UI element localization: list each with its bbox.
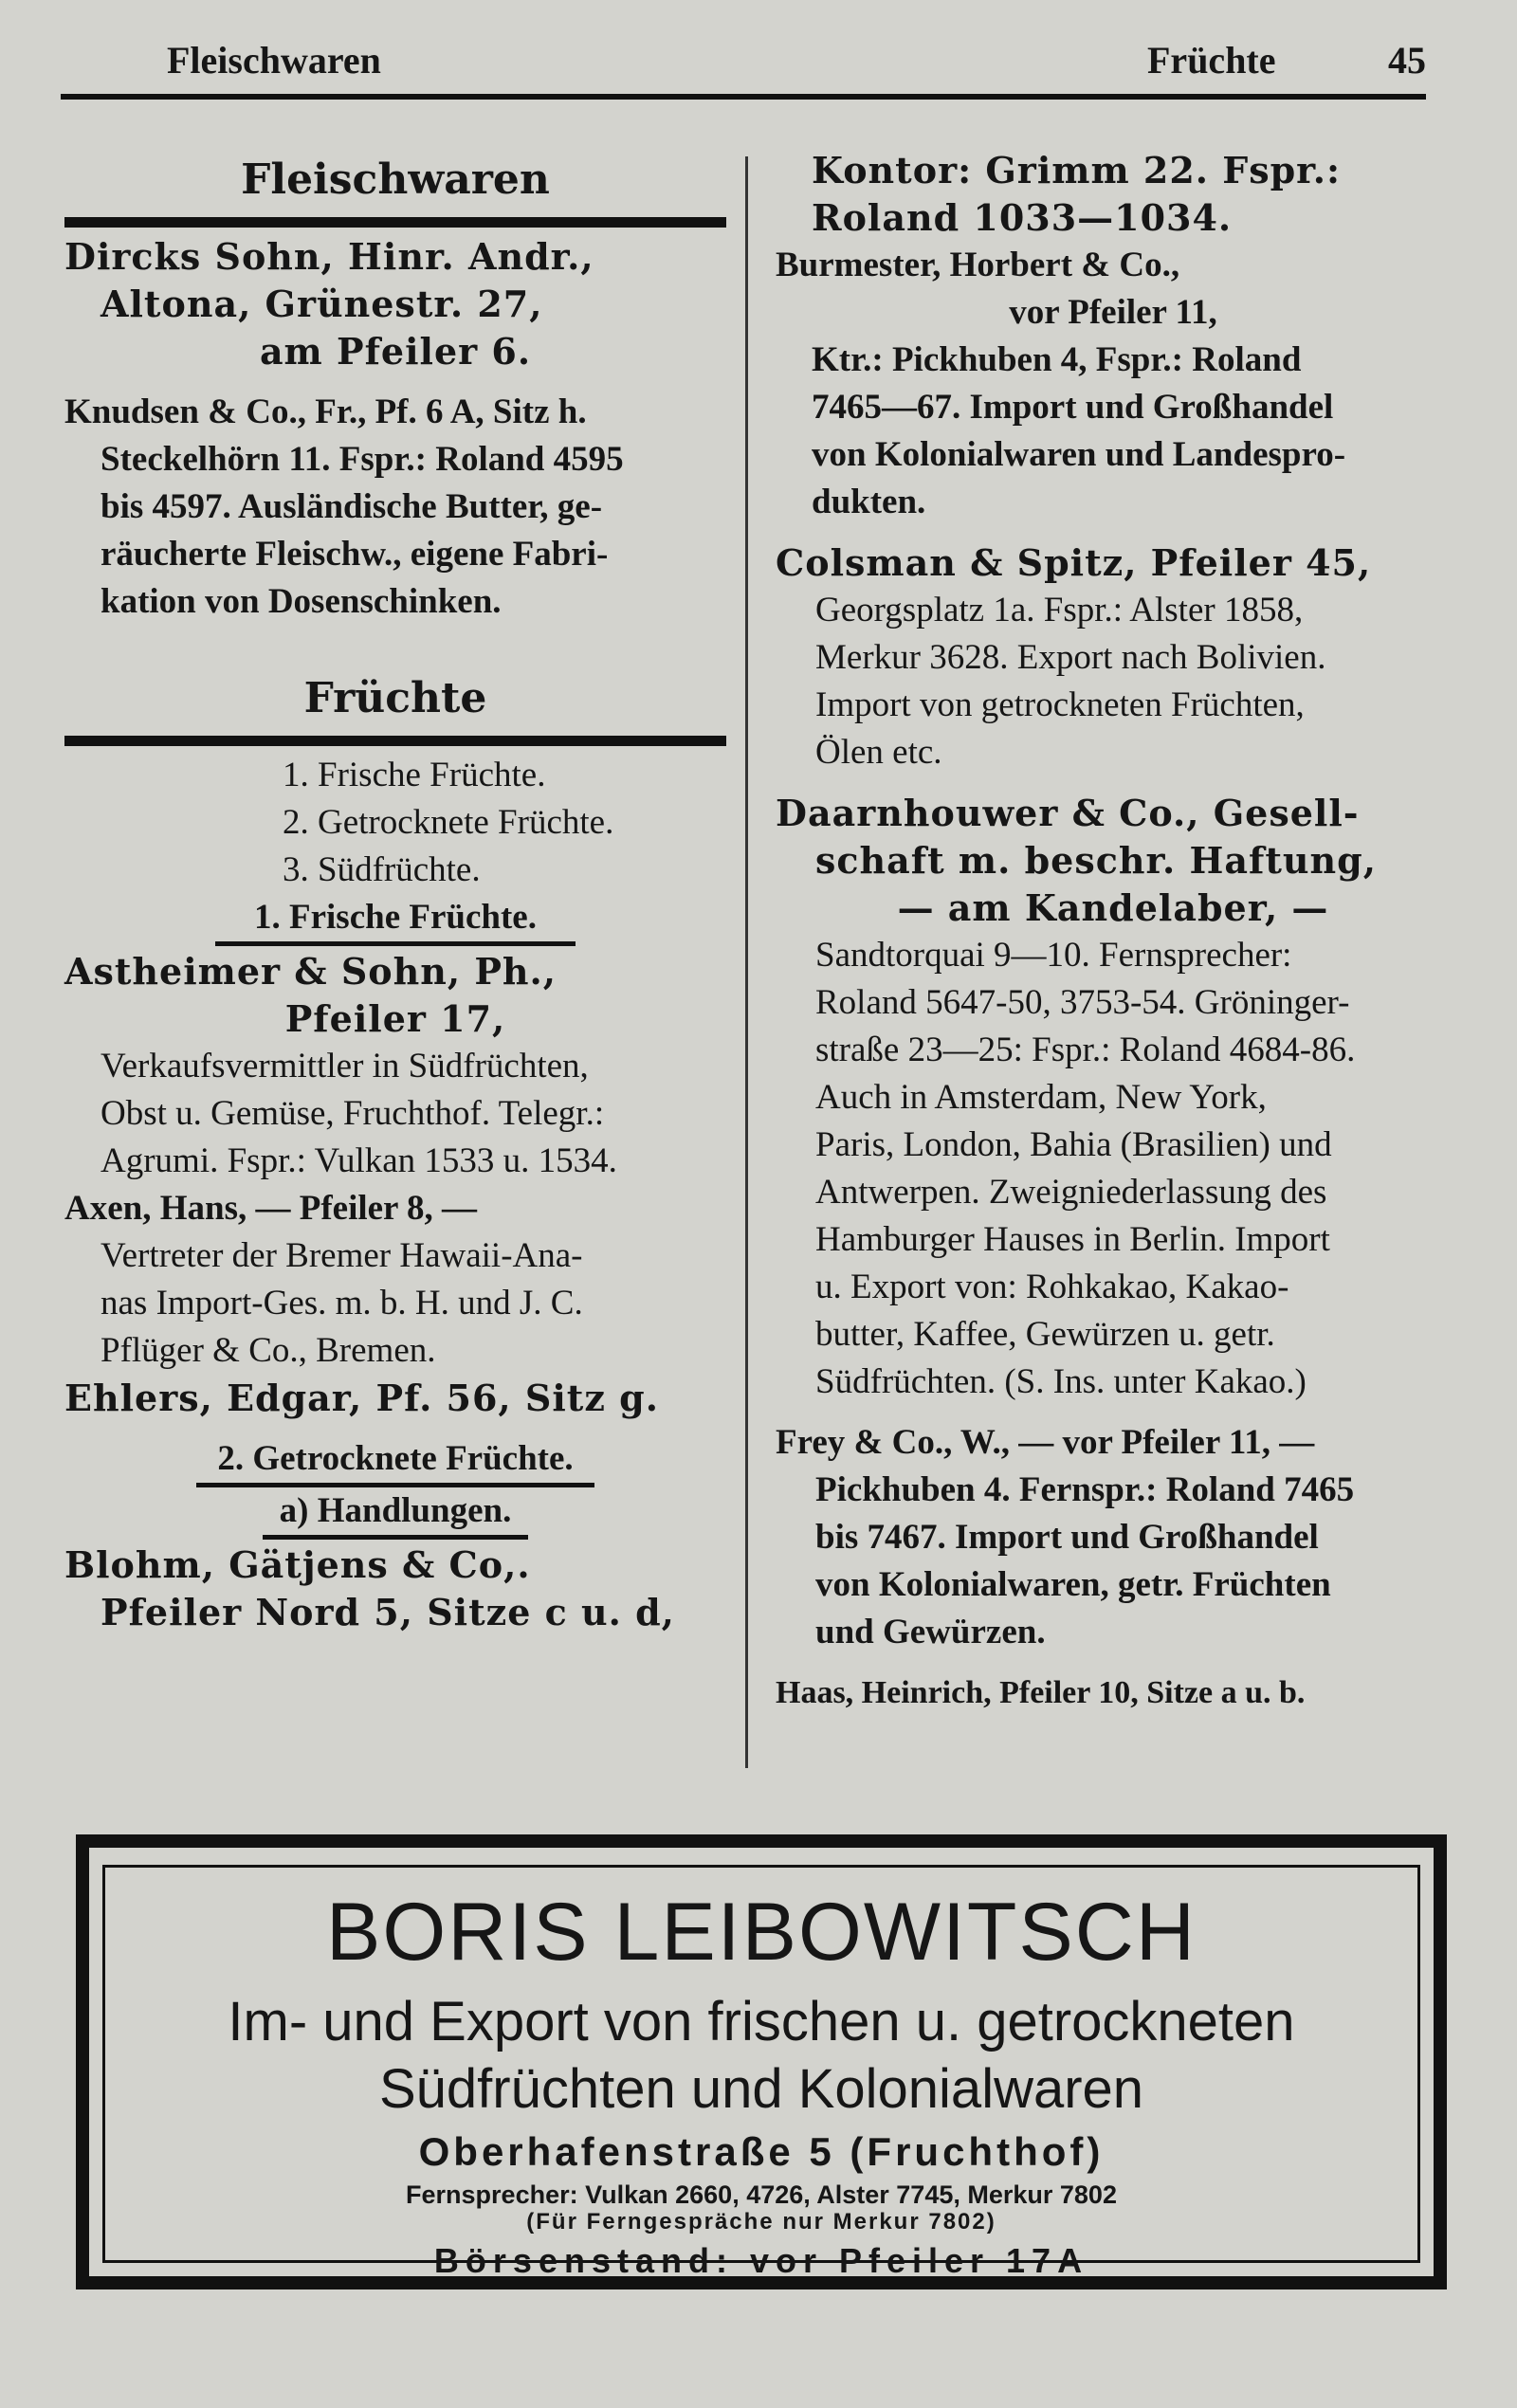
entry-line: Burmester, Horbert & Co.,: [776, 246, 1180, 284]
entry-line: Pfeiler Nord 5, Sitze c u. d,: [101, 1591, 675, 1633]
entry-line: Agrumi. Fspr.: Vulkan 1533 u. 1534.: [101, 1141, 617, 1180]
entry-line: u. Export von: Rohkakao, Kakao-: [815, 1268, 1289, 1306]
subsection-title-frische: 1. Frische Früchte.: [254, 898, 537, 937]
header-left: Fleischwaren: [167, 39, 381, 82]
advert-address: Oberhafenstraße 5 (Fruchthof): [418, 2129, 1105, 2174]
entry-line: Axen, Hans, — Pfeiler 8, —: [64, 1189, 478, 1228]
section-title-fleischwaren: Fleischwaren: [241, 155, 550, 204]
advert-phone: Fernsprecher: Vulkan 2660, 4726, Alster 7745, Merkur 7802: [406, 2180, 1117, 2209]
entry-line: Roland 1033—1034.: [812, 196, 1233, 239]
subsection-rule: [263, 1535, 528, 1540]
entry-line: butter, Kaffee, Gewürzen u. getr.: [815, 1315, 1275, 1354]
entry-line: Ölen etc.: [815, 733, 942, 772]
entry-daarnhouwer: [776, 790, 1451, 1406]
page-number: 45: [1388, 39, 1426, 82]
entry-line: Steckelhörn 11. Fspr.: Roland 4595: [101, 440, 624, 479]
entry-knudsen: [64, 389, 726, 626]
advertisement-box: [76, 1834, 1447, 2289]
entry-line: Frey & Co., W., — vor Pfeiler 11, —: [776, 1423, 1315, 1462]
entry-line: Obst u. Gemüse, Fruchthof. Telegr.:: [101, 1094, 605, 1133]
advert-company-name: BORIS LEIBOWITSCH: [325, 1887, 1197, 1978]
entry-line: bis 7467. Import und Großhandel: [815, 1518, 1319, 1557]
toc-item: 2. Getrocknete Früchte.: [283, 803, 614, 842]
entry-ehlers: Ehlers, Edgar, Pf. 56, Sitz g.: [64, 1377, 659, 1419]
advert-exchange-stand: Börsenstand: vor Pfeiler 17A: [433, 2241, 1089, 2280]
entry-line: Sandtorquai 9—10. Fernsprecher:: [815, 936, 1292, 975]
header-rule: [61, 94, 1426, 100]
toc-item: 1. Frische Früchte.: [283, 756, 546, 794]
entry-frey: [776, 1419, 1451, 1656]
entry-dircks: [64, 233, 726, 375]
entry-line: kation von Dosenschinken.: [101, 582, 502, 621]
advert-phone-note: (Für Ferngespräche nur Merkur 7802): [526, 2209, 996, 2235]
header-center: Früchte: [1147, 39, 1276, 82]
entry-colsman: [776, 539, 1451, 776]
entry-line: Ktr.: Pickhuben 4, Fspr.: Roland: [812, 340, 1302, 379]
entry-line: Blohm, Gätjens & Co,.: [64, 1543, 531, 1586]
entry-line: Astheimer & Sohn, Ph.,: [64, 950, 557, 993]
entry-line: Südfrüchten. (S. Ins. unter Kakao.): [815, 1362, 1307, 1401]
entry-line: Antwerpen. Zweigniederlassung des: [815, 1173, 1327, 1212]
subsection-rule: [215, 941, 576, 946]
entry-burmester: [776, 242, 1451, 526]
entry-line: Auch in Amsterdam, New York,: [815, 1078, 1267, 1117]
entry-line: räucherte Fleischw., eigene Fabri-: [101, 535, 609, 574]
entry-line: von Kolonialwaren, getr. Früchten: [815, 1565, 1331, 1604]
entry-haas: Haas, Heinrich, Pfeiler 10, Sitze a u. b.: [776, 1675, 1306, 1710]
entry-line: am Pfeiler 6.: [259, 330, 532, 373]
entry-line: Verkaufsvermittler in Südfrüchten,: [101, 1047, 589, 1085]
entry-line: schaft m. beschr. Haftung,: [815, 839, 1377, 882]
entry-line: Kontor: Grimm 22. Fspr.:: [812, 149, 1341, 192]
entry-line: — am Kandelaber, —: [897, 886, 1329, 929]
section-rule: [64, 736, 726, 746]
subsection-title-getrocknete: 2. Getrocknete Früchte.: [217, 1439, 574, 1478]
subsection-title-handlungen: a) Handlungen.: [279, 1491, 512, 1530]
entry-line: Pflüger & Co., Bremen.: [101, 1331, 436, 1370]
running-head: [61, 28, 1426, 93]
entry-line: Pfeiler 17,: [284, 997, 506, 1040]
entry-line: nas Import-Ges. m. b. H. und J. C.: [101, 1284, 583, 1323]
advertisement-inner-frame: [102, 1865, 1420, 2280]
entry-line: Hamburger Hauses in Berlin. Import: [815, 1220, 1330, 1259]
advert-line: Südfrüchten und Kolonialwaren: [378, 2058, 1144, 2120]
entry-line: Vertreter der Bremer Hawaii-Ana-: [101, 1236, 583, 1275]
section-rule: [64, 217, 726, 228]
right-column: [776, 147, 1451, 1717]
entry-line: Merkur 3628. Export nach Bolivien.: [815, 638, 1326, 677]
entry-line: Paris, London, Bahia (Brasilien) und: [815, 1125, 1332, 1164]
entry-line: straße 23—25: Fspr.: Roland 4684-86.: [815, 1031, 1356, 1069]
left-column: [64, 147, 726, 1636]
entry-axen: [64, 1185, 726, 1375]
entry-line: Roland 5647-50, 3753-54. Gröninger-: [815, 983, 1350, 1022]
entry-kontor: [776, 147, 1451, 242]
entry-line: dukten.: [812, 483, 926, 521]
column-divider: [745, 156, 748, 1768]
advert-line: Im- und Export von frischen u. getrockneten: [228, 1991, 1295, 2052]
entry-line: bis 4597. Ausländische Butter, ge-: [101, 487, 603, 526]
entry-line: und Gewürzen.: [815, 1613, 1046, 1651]
entry-line: Knudsen & Co., Fr., Pf. 6 A, Sitz h.: [64, 392, 587, 431]
entry-line: Georgsplatz 1a. Fspr.: Alster 1858,: [815, 591, 1304, 629]
entry-line: Altona, Grünestr. 27,: [101, 283, 543, 325]
entry-blohm: [64, 1541, 726, 1636]
entry-line: 7465—67. Import und Großhandel: [812, 388, 1334, 427]
section-title-fruechte: Früchte: [303, 674, 487, 722]
entry-line: Dircks Sohn, Hinr. Andr.,: [64, 235, 594, 278]
toc-item: 3. Südfrüchte.: [283, 850, 481, 889]
entry-line: von Kolonialwaren und Landespro-: [812, 435, 1346, 474]
entry-line: Import von getrockneten Früchten,: [815, 685, 1305, 724]
entry-line: vor Pfeiler 11,: [1009, 293, 1217, 332]
table-of-contents: [64, 752, 726, 894]
entry-line: Pickhuben 4. Fernspr.: Roland 7465: [815, 1470, 1355, 1509]
entry-astheimer: [64, 948, 726, 1185]
entry-line: Colsman & Spitz, Pfeiler 45,: [776, 541, 1372, 584]
entry-line: Daarnhouwer & Co., Gesell-: [776, 792, 1360, 834]
